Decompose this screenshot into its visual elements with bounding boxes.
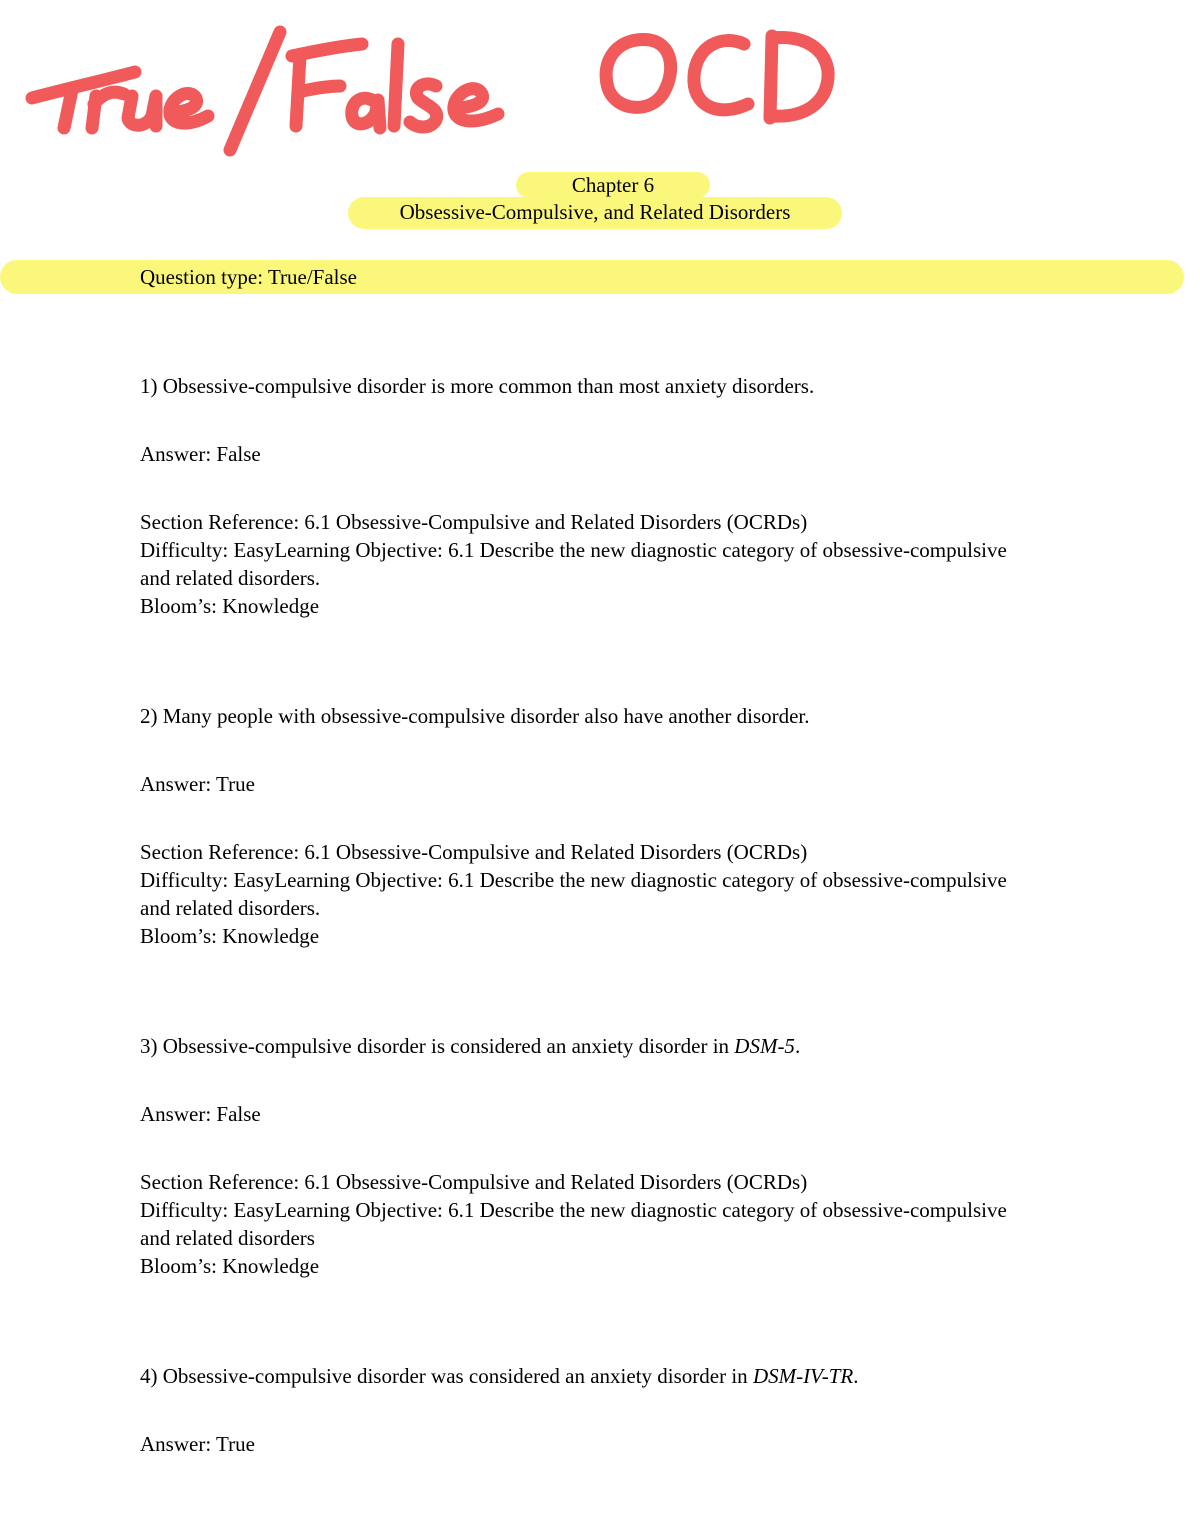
- question-answer: Answer: False: [140, 442, 261, 466]
- question-stem-suffix: .: [853, 1364, 859, 1388]
- difficulty-objective: Difficulty: EasyLearning Objective: 6.1 Describe the new diagnostic category of obsessive-compulsive and related disorders.: [140, 538, 1007, 590]
- question-type-banner: [0, 260, 1184, 294]
- question-metadata: [140, 1168, 1020, 1280]
- question-metadata: [140, 508, 1020, 620]
- question-answer: Answer: True: [140, 772, 255, 796]
- section-reference: Section Reference: 6.1 Obsessive-Compulsive and Related Disorders (OCRDs): [140, 1170, 808, 1194]
- question-answer: Answer: False: [140, 1102, 261, 1126]
- blooms-level: Bloom’s: Knowledge: [140, 594, 320, 618]
- question-item-3: [140, 1032, 1020, 1280]
- chapter-title: Obsessive-Compulsive, and Related Disorders: [348, 197, 842, 229]
- handwritten-heading: [0, 0, 880, 170]
- section-reference: Section Reference: 6.1 Obsessive-Compulsive and Related Disorders (OCRDs): [140, 510, 808, 534]
- question-stem-italic: DSM-IV-TR: [752, 1364, 854, 1388]
- question-stem: [140, 1362, 1020, 1390]
- question-list: [140, 372, 1020, 1458]
- blooms-level: Bloom’s: Knowledge: [140, 1254, 320, 1278]
- question-stem-italic: DSM-5: [734, 1034, 795, 1058]
- question-stem-text: 2) Many people with obsessive-compulsive disorder also have another disorder.: [140, 704, 810, 728]
- question-answer: Answer: True: [140, 1432, 255, 1456]
- question-item-2: [140, 702, 1020, 950]
- question-stem: [140, 702, 1020, 730]
- question-metadata: [140, 838, 1020, 950]
- question-stem: [140, 372, 1020, 400]
- handwritten-heading-drawing: [0, 0, 880, 170]
- question-stem-suffix: .: [794, 1034, 801, 1058]
- question-stem: [140, 1032, 1020, 1060]
- question-item-4: [140, 1362, 1020, 1458]
- section-reference: Section Reference: 6.1 Obsessive-Compulsive and Related Disorders (OCRDs): [140, 840, 808, 864]
- chapter-heading: Chapter 6: [516, 172, 710, 198]
- question-type-label: Question type: True/False: [140, 265, 358, 289]
- blooms-level: Bloom’s: Knowledge: [140, 924, 320, 948]
- question-stem-text: 4) Obsessive-compulsive disorder was considered an anxiety disorder in: [140, 1364, 753, 1388]
- difficulty-objective: Difficulty: EasyLearning Objective: 6.1 Describe the new diagnostic category of obsessive-compulsive and related disorders.: [140, 868, 1007, 920]
- question-stem-text: 1) Obsessive-compulsive disorder is more common than most anxiety disorders.: [140, 374, 815, 398]
- question-stem-text: 3) Obsessive-compulsive disorder is considered an anxiety disorder in: [140, 1034, 735, 1058]
- difficulty-objective: Difficulty: EasyLearning Objective: 6.1 Describe the new diagnostic category of obsessive-compulsive and related disorders: [140, 1198, 1007, 1250]
- question-item-1: [140, 372, 1020, 620]
